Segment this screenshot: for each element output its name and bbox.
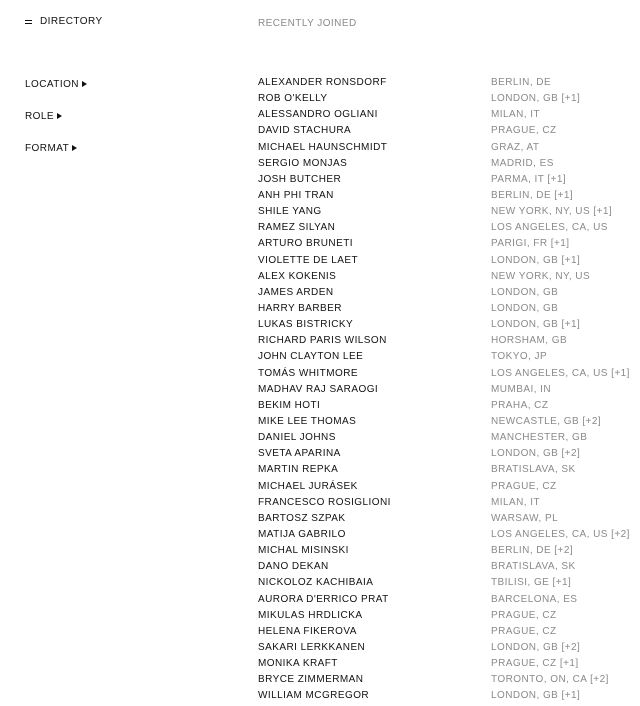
member-location: PRAGUE, CZ (491, 609, 557, 621)
member-name-link[interactable]: DANIEL JOHNS (258, 432, 336, 444)
member-row[interactable] (258, 335, 638, 351)
member-name-link[interactable]: MICHAEL JURÁSEK (258, 480, 358, 492)
member-location: GRAZ, AT (491, 141, 540, 153)
member-row[interactable] (258, 109, 638, 125)
member-location: NEW YORK, NY, US [+1] (491, 206, 613, 218)
member-name-link[interactable]: JOSH BUTCHER (258, 173, 342, 185)
member-name-link[interactable]: MIKE LEE THOMAS (258, 415, 357, 427)
member-name-link[interactable]: LUKAS BISTRICKY (258, 319, 354, 331)
member-location: LONDON, GB (491, 286, 559, 298)
member-row[interactable] (258, 142, 638, 158)
member-location: BERLIN, DE (491, 77, 552, 88)
member-list (258, 77, 638, 706)
member-name-link[interactable]: DANO DEKAN (258, 561, 329, 573)
member-name-link[interactable]: MATIJA GABRILO (258, 528, 346, 540)
member-name-link[interactable]: SERGIO MONJAS (258, 157, 348, 169)
member-row[interactable] (258, 319, 638, 335)
member-location: LONDON, GB [+1] (491, 254, 581, 266)
member-location: LOS ANGELES, CA, US [+2] (491, 528, 630, 540)
member-row[interactable] (258, 626, 638, 642)
member-name-link[interactable]: ALEX KOKENIS (258, 270, 337, 282)
triangle-right-icon (72, 145, 77, 151)
member-name-link[interactable]: RICHARD PARIS WILSON (258, 335, 387, 347)
member-row[interactable] (258, 545, 638, 561)
member-row[interactable] (258, 448, 638, 464)
member-row[interactable] (258, 400, 638, 416)
member-location: PRAGUE, CZ (491, 125, 557, 137)
member-name-link[interactable]: MIKULAS HRDLICKA (258, 609, 363, 621)
member-location: BERLIN, DE [+1] (491, 189, 574, 201)
member-name-link[interactable]: MICHAEL HAUNSCHMIDT (258, 141, 388, 153)
member-name-link[interactable]: BEKIM HOTI (258, 399, 321, 411)
member-row[interactable] (258, 561, 638, 577)
filter-format-label: FORMAT (25, 143, 70, 155)
member-row[interactable] (258, 303, 638, 319)
member-row[interactable] (258, 384, 638, 400)
member-name-link[interactable]: DAVID STACHURA (258, 125, 352, 137)
member-location: TBILISI, GE [+1] (491, 577, 572, 589)
member-row[interactable] (258, 432, 638, 448)
member-location: NEW YORK, NY, US (491, 270, 591, 282)
directory-title: DIRECTORY (40, 16, 103, 27)
member-location: HORSHAM, GB (491, 335, 568, 347)
member-location: LONDON, GB [+1] (491, 93, 581, 105)
member-location: PRAGUE, CZ (491, 625, 557, 637)
member-row[interactable] (258, 658, 638, 674)
member-row[interactable] (258, 206, 638, 222)
member-row[interactable] (258, 271, 638, 287)
member-location: MILAN, IT (491, 109, 541, 121)
member-name-link[interactable]: ANH PHI TRAN (258, 189, 334, 201)
member-row[interactable] (258, 93, 638, 109)
menu-icon (25, 19, 32, 25)
member-row[interactable] (258, 125, 638, 141)
member-name-link[interactable]: HELENA FIKEROVA (258, 625, 357, 637)
member-location: LONDON, GB [+2] (491, 448, 581, 460)
member-location: WARSAW, PL (491, 512, 559, 524)
member-row[interactable] (258, 222, 638, 238)
member-name-link[interactable]: WILLIAM MCGREGOR (258, 690, 370, 702)
member-name-link[interactable]: AURORA D'ERRICO PRAT (258, 593, 389, 605)
member-name-link[interactable]: MONIKA KRAFT (258, 658, 338, 670)
member-location: BARCELONA, ES (491, 593, 578, 605)
section-title: RECENTLY JOINED (258, 18, 357, 29)
member-name-link[interactable]: JOHN CLAYTON LEE (258, 351, 364, 363)
directory-menu-button[interactable] (25, 16, 103, 27)
member-name-link[interactable]: ARTURO BRUNETI (258, 238, 354, 250)
member-location: BRATISLAVA, SK (491, 464, 576, 476)
member-location: LOS ANGELES, CA, US [+1] (491, 367, 630, 379)
member-row[interactable] (258, 497, 638, 513)
member-name-link[interactable]: HARRY BARBER (258, 302, 342, 314)
member-row[interactable] (258, 481, 638, 497)
member-location: MUMBAI, IN (491, 383, 552, 395)
member-row[interactable] (258, 351, 638, 367)
member-location: LONDON, GB [+1] (491, 690, 581, 702)
triangle-right-icon (57, 113, 62, 119)
member-name-link[interactable]: BRYCE ZIMMERMAN (258, 674, 364, 686)
member-row[interactable] (258, 610, 638, 626)
member-row[interactable] (258, 190, 638, 206)
member-name-link[interactable]: VIOLETTE DE LAET (258, 254, 359, 266)
member-location: MANCHESTER, GB (491, 432, 588, 444)
member-name-link[interactable]: ROB O'KELLY (258, 93, 328, 105)
filter-location-label: LOCATION (25, 79, 79, 90)
triangle-right-icon (82, 81, 87, 87)
member-location: LOS ANGELES, CA, US (491, 222, 608, 234)
member-row[interactable] (258, 464, 638, 480)
member-row[interactable] (258, 594, 638, 610)
member-row[interactable] (258, 513, 638, 529)
member-row[interactable] (258, 287, 638, 303)
member-location: LONDON, GB (491, 302, 559, 314)
member-row[interactable] (258, 77, 638, 93)
member-name-link[interactable]: BARTOSZ SZPAK (258, 512, 346, 524)
member-location: MILAN, IT (491, 496, 541, 508)
member-name-link[interactable]: FRANCESCO ROSIGLIONI (258, 496, 391, 508)
member-row[interactable] (258, 255, 638, 271)
member-row[interactable] (258, 158, 638, 174)
member-row[interactable] (258, 416, 638, 432)
member-row[interactable] (258, 690, 638, 706)
member-row[interactable] (258, 674, 638, 690)
member-location: BERLIN, DE [+2] (491, 545, 574, 557)
member-location: BRATISLAVA, SK (491, 561, 576, 573)
member-name-link[interactable]: MADHAV RAJ SARAOGI (258, 383, 379, 395)
member-location: PRAHA, CZ (491, 399, 549, 411)
member-location: NEWCASTLE, GB [+2] (491, 415, 602, 427)
member-location: MADRID, ES (491, 157, 554, 169)
member-name-link[interactable]: ALESSANDRO OGLIANI (258, 109, 378, 121)
filter-location[interactable] (25, 77, 87, 93)
member-row[interactable] (258, 529, 638, 545)
member-location: PARIGI, FR [+1] (491, 238, 570, 250)
member-row[interactable] (258, 174, 638, 190)
filter-list (25, 77, 87, 174)
member-location: LONDON, GB [+1] (491, 319, 581, 331)
member-row[interactable] (258, 642, 638, 658)
member-row[interactable] (258, 368, 638, 384)
member-name-link[interactable]: MARTIN REPKA (258, 464, 339, 476)
member-location: PRAGUE, CZ (491, 480, 557, 492)
member-name-link[interactable]: RAMEZ SILYAN (258, 222, 336, 234)
member-name-link[interactable]: MICHAL MISINSKI (258, 545, 349, 557)
member-location: PARMA, IT [+1] (491, 173, 567, 185)
member-location: LONDON, GB [+2] (491, 641, 581, 653)
member-name-link[interactable]: SAKARI LERKKANEN (258, 641, 366, 653)
member-name-link[interactable]: NICKOLOZ KACHIBAIA (258, 577, 374, 589)
member-location: TORONTO, ON, CA [+2] (491, 674, 609, 686)
member-name-link[interactable]: SHILE YANG (258, 206, 322, 218)
member-name-link[interactable]: ALEXANDER RONSDORF (258, 77, 387, 88)
member-row[interactable] (258, 577, 638, 593)
member-row[interactable] (258, 238, 638, 254)
filter-role-label: ROLE (25, 111, 55, 123)
member-location: TOKYO, JP (491, 351, 548, 363)
filter-role[interactable] (25, 109, 87, 125)
member-name-link[interactable]: JAMES ARDEN (258, 286, 334, 298)
filter-format[interactable] (25, 141, 87, 157)
member-name-link[interactable]: TOMÁS WHITMORE (258, 367, 359, 379)
member-location: PRAGUE, CZ [+1] (491, 658, 579, 670)
member-name-link[interactable]: SVETA APARINA (258, 448, 341, 460)
